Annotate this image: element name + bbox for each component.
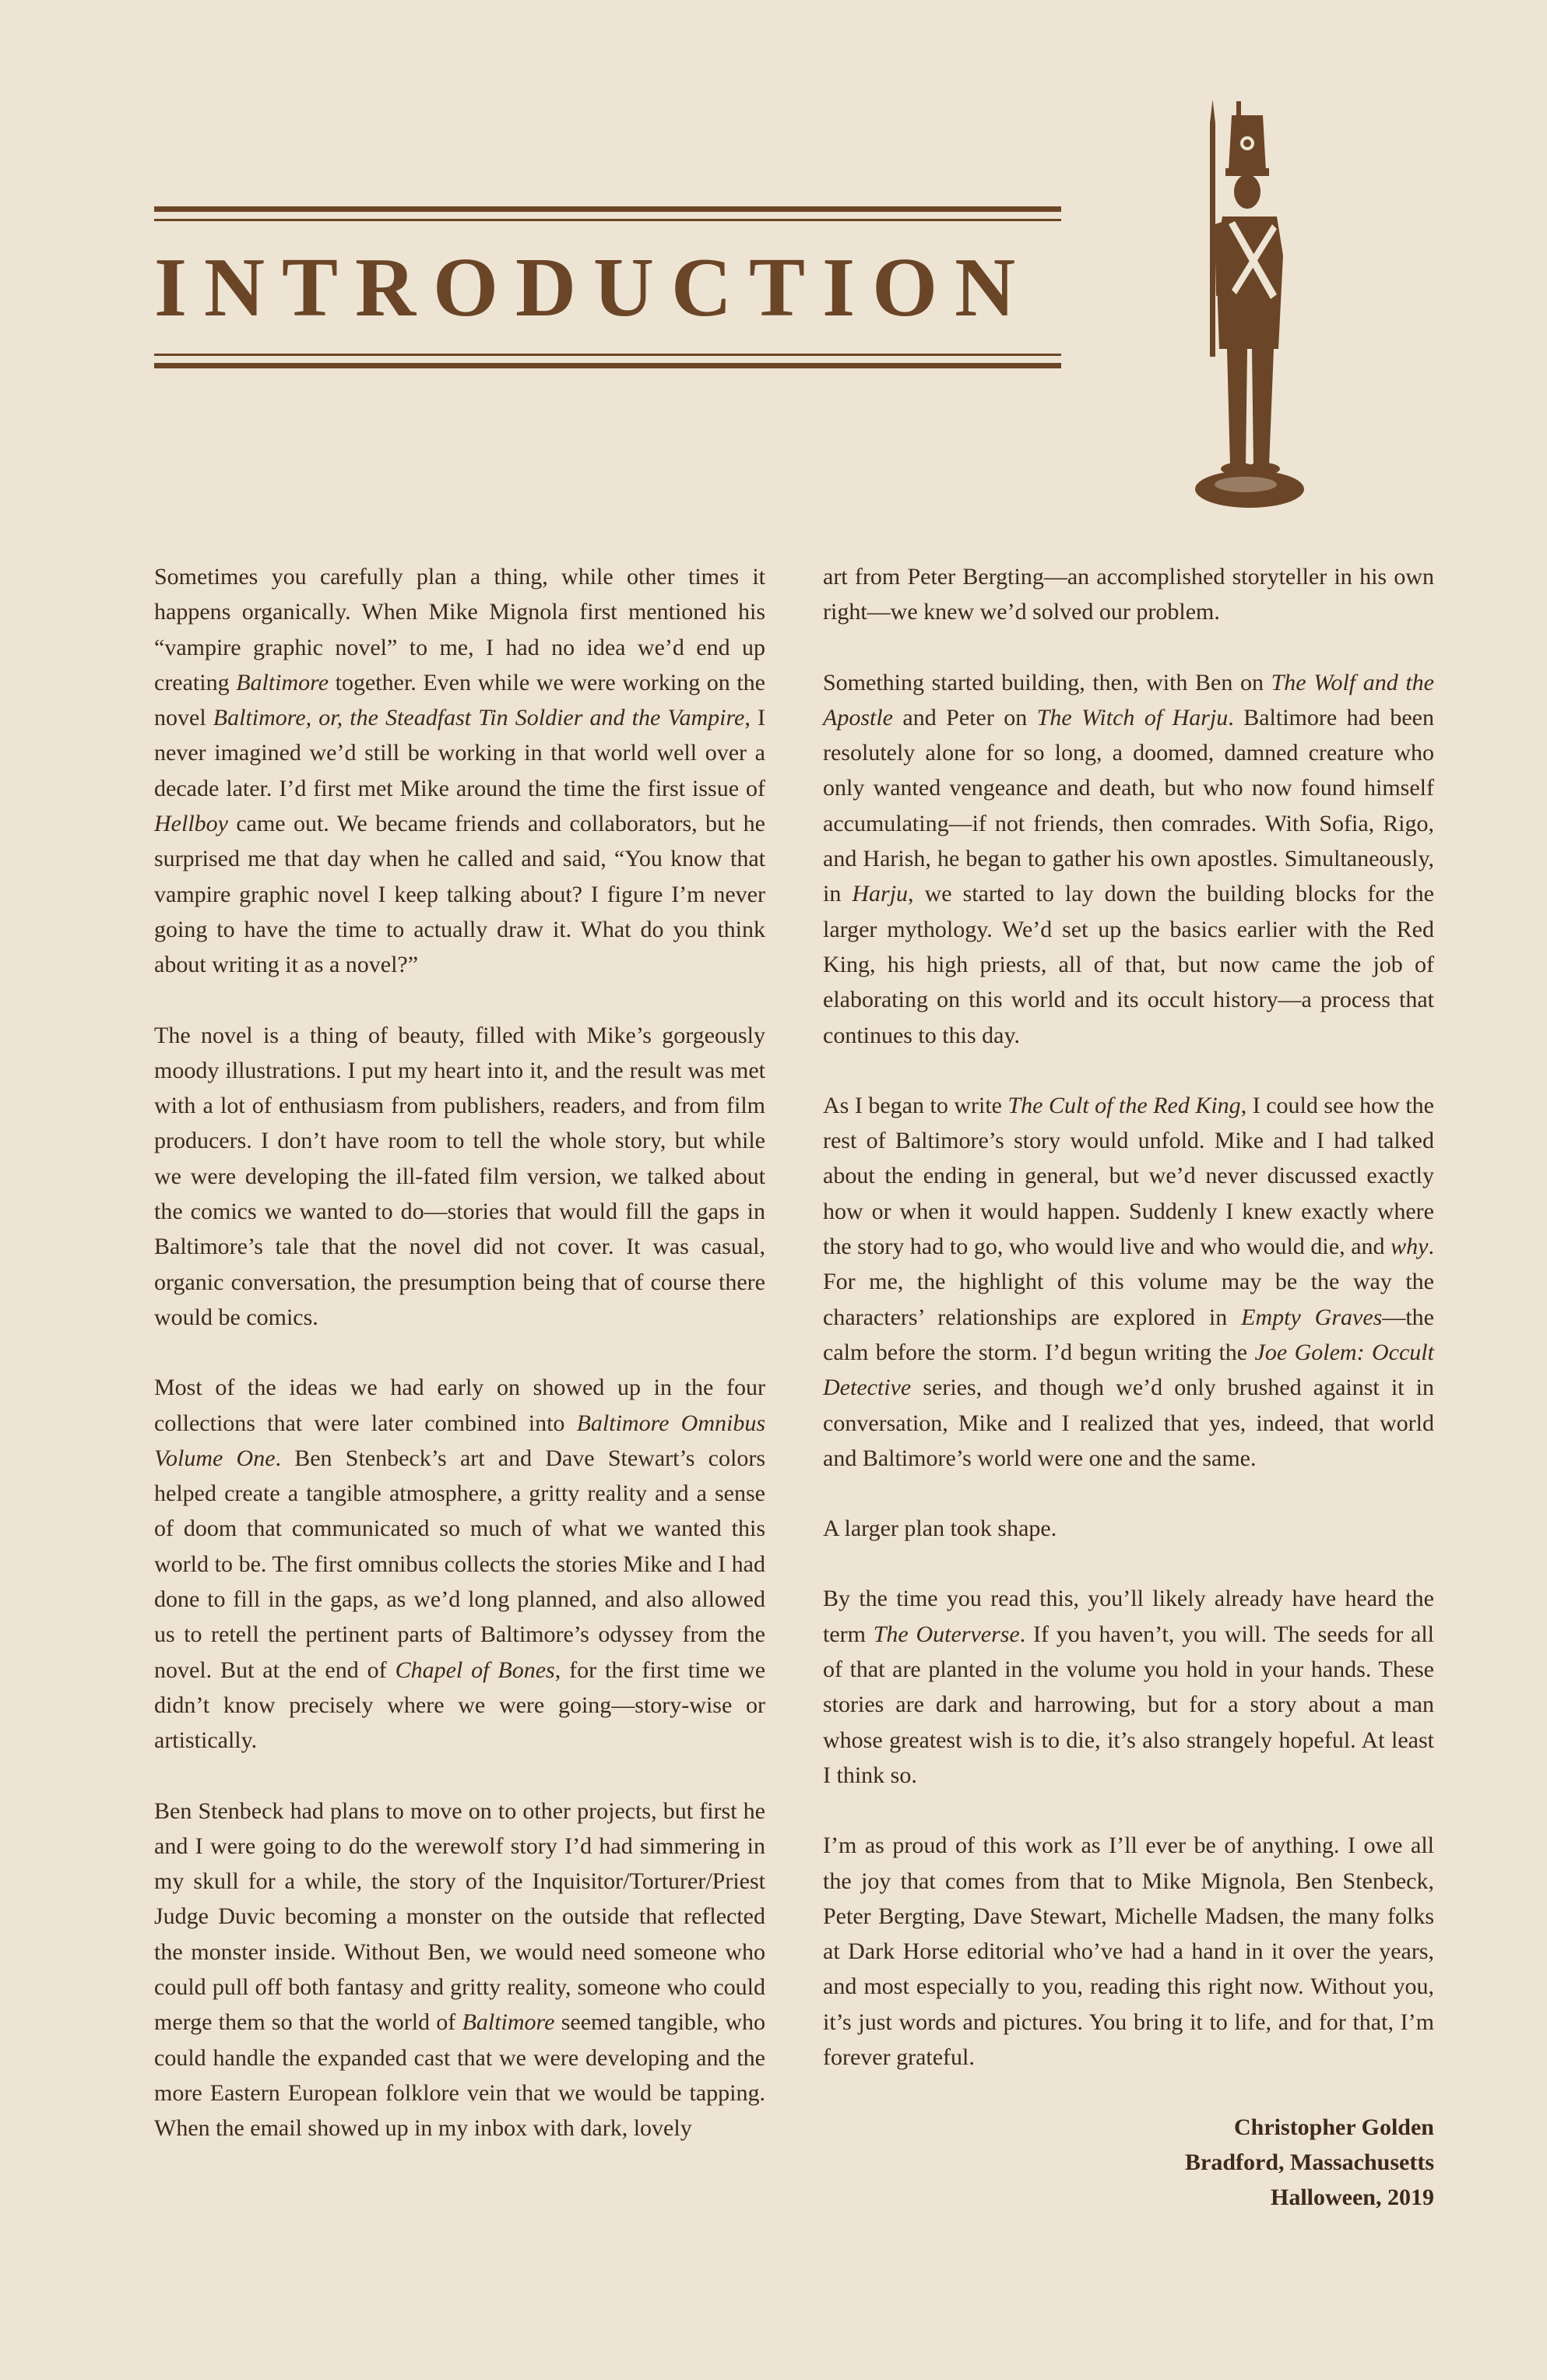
bottom-rule-thick xyxy=(154,363,1061,368)
paragraph: The novel is a thing of beauty, filled with Mike’s gorgeously moody illustrations. I put my heart into it, and the result was met with a lot of enthusiasm from publishers, readers, and from film producers. I don’t have room to tell the whole story, but while we were developing the ill-fated film version, we talked about the comics we wanted to do—stories that would fill the gaps in Baltimore’s tale that the novel did not cover. It was casual, organic conversation, the presumption being that of course there would be comics. xyxy=(154,1022,765,1330)
author-name: Christopher Golden xyxy=(1234,2114,1434,2141)
paragraph: Ben Stenbeck had plans to move on to other projects, but first he and I were going to do the werewolf story I’d had simmering in my skull for a while, the story of the Inquisitor/Torturer/Priest Judge Duvic becoming a monster on the outside that reflected the monster inside. Without Ben, we would need someone who could pull off both fantasy and gritty reality, someone who could merge them so that the world of Baltimore seemed tangible, who could handle the expanded cast that we were developing and the more Eastern European folklore vein that we would be tapping. When the email showed up in my inbox with dark, lovely xyxy=(154,1797,765,2142)
title-block xyxy=(154,206,1061,375)
paragraph: art from Peter Bergting—an accomplished storyteller in his own right—we knew we’d solved our problem. xyxy=(823,564,1434,625)
paragraph: Something started building, then, with Ben on The Wolf and the Apostle and Peter on The Witch of Harju. Baltimore had been resolutely alone for so long, a doomed, damned creature who only wanted vengeance and death, but who now found himself accumulating—if not friends, then comrades. With Sofia, Rigo, and Harish, he began to gather his own apostles. Simultaneously, in Harju, we started to lay down the building blocks for the larger mythology. We’d set up the basics earlier with the Red King, his high priests, all of that, but now came the job of elaborating on this world and its occult history—a process that continues to this day. xyxy=(823,669,1434,1048)
signature-block xyxy=(823,2110,1434,2215)
signature-date: Halloween, 2019 xyxy=(1271,2185,1434,2211)
top-rule-thin xyxy=(154,219,1061,221)
right-column xyxy=(823,559,1434,2215)
paragraph: Sometimes you carefully plan a thing, while other times it happens organically. When Mike Mignola first mentioned his “vampire graphic novel” to me, I had no idea we’d end up creating Baltimore together. Even while we were working on the novel Baltimore, or, the Steadfast Tin Soldier and the Vampire, I never imagined we’d still be working in that world well over a decade later. I’d first met Mike around the time the first issue of Hellboy came out. We became friends and collaborators, but he surprised me that day when he called and said, “You know that vampire graphic novel I keep talking about? I figure I’m never going to have the time to actually draw it. What do you think about writing it as a novel?” xyxy=(154,564,765,978)
left-column xyxy=(154,559,765,2146)
paragraph: Most of the ideas we had early on showed up in the four collections that were later combined into Baltimore Omnibus Volume One. Ben Stenbeck’s art and Dave Stewart’s colors helped create a tangible atmosphere, a gritty reality and a sense of doom that communicated so much of what we wanted this world to be. The first omnibus collects the stories Mike and I had done to fill in the gaps, as we’d long planned, and also allowed us to retell the pertinent parts of Baltimore’s odyssey from the novel. But at the end of Chapel of Bones, for the first time we didn’t know precisely where we were going—story-wise or artistically. xyxy=(154,1375,766,1754)
paragraph: A larger plan took shape. xyxy=(823,1516,1057,1542)
paragraph: I’m as proud of this work as I’ll ever be of anything. I owe all the joy that comes from that to Mike Mignola, Ben Stenbeck, Peter Bergting, Dave Stewart, Michelle Madsen, the many folks at Dark Horse editorial who’ve had a hand in it over the years, and most especially to you, reading this right now. Without you, it’s just words and pictures. You bring it to life, and for that, I’m forever grateful. xyxy=(823,1833,1434,2070)
paragraph: As I began to write The Cult of the Red King, I could see how the rest of Baltimore’s story would unfold. Mike and I had talked about the ending in general, but we’d never discussed exactly how or when it would happen. Suddenly I knew exactly where the story had to go, who would live and who would die, and why. For me, the highlight of this volume may be the way the characters’ relationships are explored in Empty Graves—the calm before the storm. I’d begun writing the Joe Golem: Occult Detective series, and though we’d only brushed against it in conversation, Mike and I realized that yes, indeed, that world and Baltimore’s world were one and the same. xyxy=(823,1092,1434,1471)
tin-soldier-icon xyxy=(1191,100,1308,514)
paragraph: By the time you read this, you’ll likely already have heard the term The Outerverse. If you haven’t, you will. The seeds for all of that are planted in the volume you hold in your hands. These stories are dark and harrowing, but for a story about a man whose greatest wish is to die, it’s also strangely hopeful. At least I think so. xyxy=(823,1586,1434,1788)
top-rule-thick xyxy=(154,206,1061,212)
page-title: INTRODUCTION xyxy=(154,241,1033,334)
bottom-rule-thin xyxy=(154,354,1061,356)
author-location: Bradford, Massachusetts xyxy=(1185,2149,1434,2176)
